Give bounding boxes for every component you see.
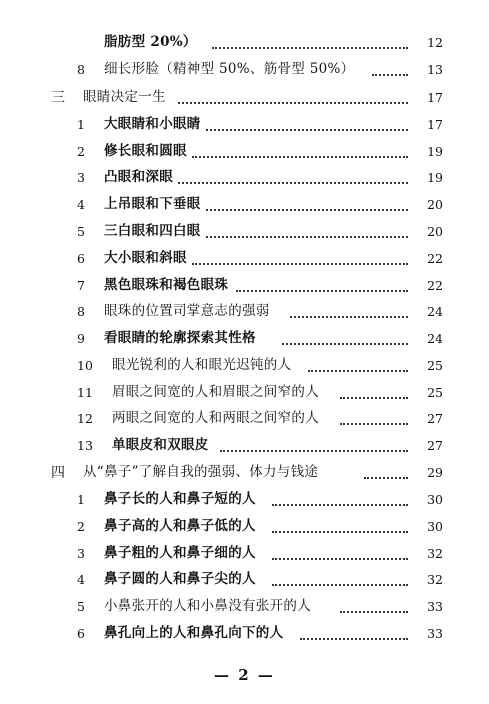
- entry-title: 大小眼和斜眼: [104, 250, 187, 267]
- toc-entry: [0, 273, 489, 299]
- entry-title: 三白眼和四白眼: [104, 223, 201, 240]
- page-number: 30: [427, 518, 443, 534]
- entry-number: 2: [77, 143, 85, 159]
- entry-title: 两眼之间宽的人和两眼之间窄的人: [112, 410, 319, 427]
- dot-leader: [364, 475, 408, 479]
- page-number: 17: [427, 116, 443, 132]
- entry-number: 12: [77, 410, 93, 426]
- page-number: 19: [427, 169, 443, 185]
- toc-entry: [0, 326, 489, 352]
- page-number: 19: [427, 143, 443, 159]
- entry-number: 10: [77, 357, 93, 373]
- entry-title: 脂肪型 20%）: [104, 34, 197, 51]
- toc-entry: [0, 30, 489, 56]
- entry-title: 小鼻张开的人和小鼻没有张开的人: [104, 598, 311, 615]
- dot-leader: [212, 45, 408, 49]
- page-number: 27: [427, 437, 443, 453]
- entry-title: 凸眼和深眼: [104, 169, 173, 186]
- page-number: 32: [427, 571, 443, 587]
- page-number: 13: [427, 61, 443, 77]
- entry-number: 8: [77, 61, 85, 77]
- dot-leader: [300, 636, 408, 640]
- dot-leader: [340, 395, 408, 399]
- dot-leader: [206, 127, 408, 131]
- toc-entry: [0, 57, 489, 83]
- entry-number: 11: [77, 384, 93, 400]
- page-number: 22: [427, 277, 443, 293]
- entry-title: 鼻子高的人和鼻子低的人: [104, 518, 256, 535]
- dot-leader: [178, 100, 408, 104]
- page-number: 32: [427, 545, 443, 561]
- toc-entry: [0, 380, 489, 406]
- toc-entry: [0, 112, 489, 138]
- page-number: 29: [427, 464, 443, 480]
- entry-title: 鼻子圆的人和鼻子尖的人: [104, 571, 256, 588]
- toc-entry: [0, 514, 489, 540]
- dot-leader: [236, 288, 408, 292]
- toc-entry: [0, 406, 489, 432]
- page-number: 33: [427, 598, 443, 614]
- page-number: 25: [427, 384, 443, 400]
- toc-entry: [0, 621, 489, 647]
- entry-title: 鼻子长的人和鼻子短的人: [104, 491, 256, 508]
- entry-number: 9: [77, 330, 85, 346]
- section-number: 四: [51, 465, 65, 481]
- toc-entry: [0, 192, 489, 218]
- dot-leader: [290, 314, 408, 318]
- entry-number: 8: [77, 303, 85, 319]
- page-number: 17: [427, 89, 443, 105]
- dot-leader: [340, 421, 408, 425]
- entry-title: 眼珠的位置司掌意志的强弱: [104, 303, 270, 320]
- entry-title: 修长眼和圆眼: [104, 143, 187, 160]
- entry-title: 细长形脸（精神型 50%、筋骨型 50%）: [104, 61, 355, 78]
- entry-title: 鼻孔向上的人和鼻孔向下的人: [104, 625, 284, 642]
- page-number: 12: [427, 34, 443, 50]
- entry-number: 7: [77, 277, 85, 293]
- toc-entry: [0, 541, 489, 567]
- entry-title: 单眼皮和双眼皮: [112, 437, 209, 454]
- toc-entry: [0, 299, 489, 325]
- section-title: 眼睛决定一生: [83, 89, 166, 106]
- toc-entry: [0, 219, 489, 245]
- entry-number: 6: [77, 250, 85, 266]
- entry-title: 大眼睛和小眼睛: [104, 116, 201, 133]
- entry-number: 3: [77, 169, 85, 185]
- page-number: 24: [427, 303, 443, 319]
- section-title: 从“鼻子”了解自我的强弱、体力与钱途: [83, 464, 319, 481]
- dot-leader: [272, 502, 408, 506]
- entry-title: 看眼睛的轮廓探索其性格: [104, 330, 256, 347]
- page-number: 22: [427, 250, 443, 266]
- entry-number: 4: [77, 196, 85, 212]
- entry-number: 5: [77, 223, 85, 239]
- dot-leader: [272, 529, 408, 533]
- toc-entry: [0, 353, 489, 379]
- page-number: 25: [427, 357, 443, 373]
- dot-leader: [192, 261, 408, 265]
- toc-entry: [0, 433, 489, 459]
- entry-title: 眉眼之间宽的人和眉眼之间窄的人: [112, 384, 319, 401]
- entry-title: 黑色眼珠和褐色眼珠: [104, 277, 229, 294]
- toc-entry: [0, 487, 489, 513]
- entry-number: 4: [77, 571, 85, 587]
- toc-entry: [0, 246, 489, 272]
- page-number: 27: [427, 410, 443, 426]
- dot-leader: [272, 556, 408, 560]
- entry-title: 鼻子粗的人和鼻子细的人: [104, 545, 256, 562]
- page-number: 24: [427, 330, 443, 346]
- dot-leader: [178, 180, 408, 184]
- dot-leader: [308, 368, 408, 372]
- page-number: 33: [427, 625, 443, 641]
- dot-leader: [372, 72, 408, 76]
- entry-number: 2: [77, 518, 85, 534]
- toc-entry: [0, 139, 489, 165]
- toc-section-entry: [0, 85, 489, 111]
- page-number: 20: [427, 196, 443, 212]
- page-footer-number: — 2 —: [214, 666, 275, 684]
- entry-number: 1: [77, 116, 85, 132]
- entry-title: 眼光锐利的人和眼光迟钝的人: [112, 357, 292, 374]
- dot-leader: [206, 234, 408, 238]
- entry-number: 5: [77, 598, 85, 614]
- dot-leader: [206, 207, 408, 211]
- dot-leader: [282, 341, 408, 345]
- toc-section-entry: [0, 460, 489, 486]
- page-number: 20: [427, 223, 443, 239]
- dot-leader: [220, 448, 408, 452]
- dot-leader: [272, 582, 408, 586]
- entry-number: 13: [77, 437, 93, 453]
- entry-number: 1: [77, 491, 85, 507]
- entry-number: 6: [77, 625, 85, 641]
- page-number: 30: [427, 491, 443, 507]
- toc-entry: [0, 594, 489, 620]
- toc-entry: [0, 165, 489, 191]
- entry-title: 上吊眼和下垂眼: [104, 196, 201, 213]
- entry-number: 3: [77, 545, 85, 561]
- dot-leader: [192, 154, 408, 158]
- dot-leader: [340, 609, 408, 613]
- section-number: 三: [51, 90, 65, 106]
- toc-entry: [0, 567, 489, 593]
